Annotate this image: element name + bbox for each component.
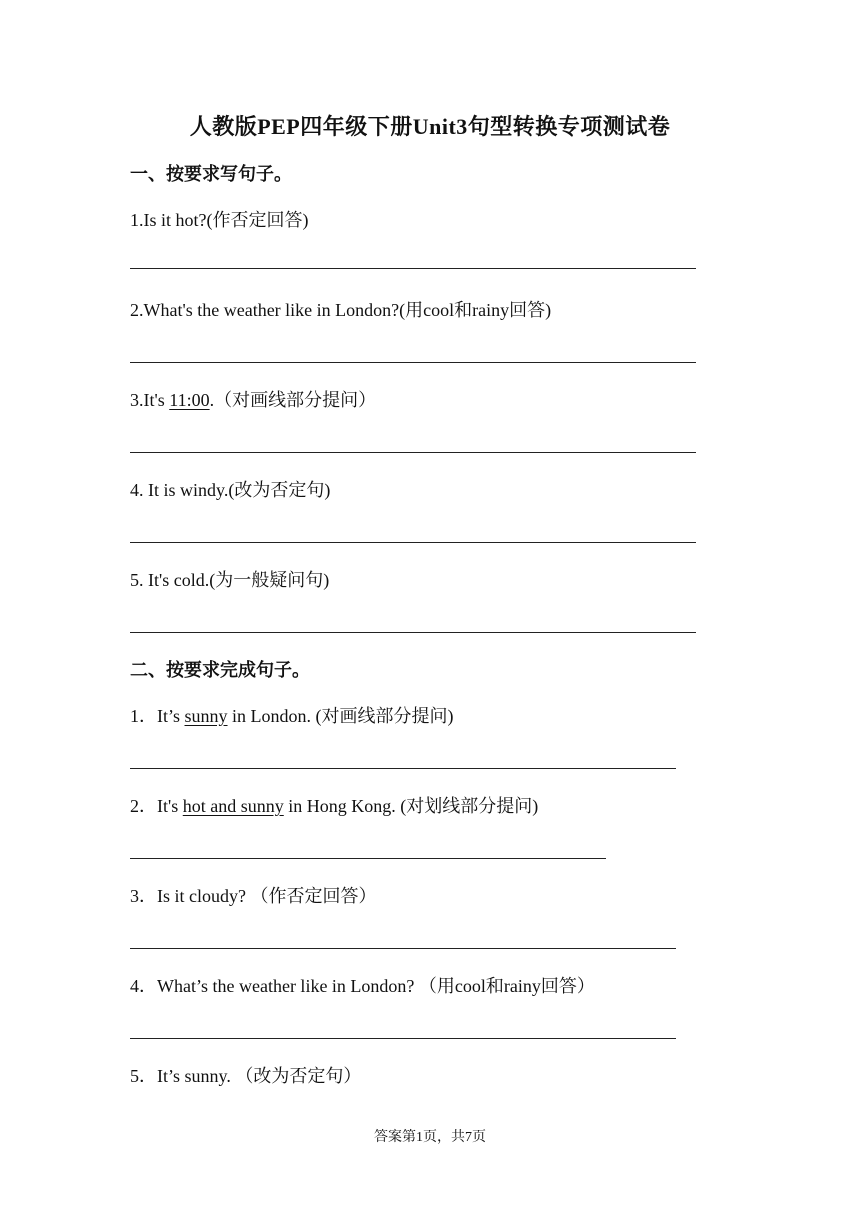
answer-line-1-3[interactable] (130, 452, 696, 453)
answer-line-2-2[interactable] (130, 858, 606, 859)
question-2-3: 3．Is it cloudy? （作否定回答） (130, 886, 377, 906)
question-1-4: 4. It is windy.(改为否定句) (130, 480, 331, 500)
answer-line-2-1[interactable] (130, 768, 676, 769)
question-2-1: 1．It’s sunny in London. (对画线部分提问) (130, 706, 454, 726)
answer-line-2-4[interactable] (130, 1038, 676, 1039)
question-1-2: 2.What's the weather like in London?(用cool和rainy回答) (130, 300, 552, 320)
page-footer: 答案第1页，共7页 (374, 1130, 486, 1145)
question-2-5: 5．It’s sunny. （改为否定句） (130, 1066, 362, 1086)
answer-line-1-2[interactable] (130, 362, 696, 363)
answer-line-2-3[interactable] (130, 948, 676, 949)
question-1-5: 5. It's cold.(为一般疑问句) (130, 570, 330, 590)
answer-line-1-1[interactable] (130, 268, 696, 269)
answer-line-1-5[interactable] (130, 632, 696, 633)
section-heading-2: 二、按要求完成句子。 (130, 660, 310, 680)
underlined-phrase: hot and sunny (182, 796, 284, 816)
underlined-time: 11:00 (169, 390, 210, 410)
answer-line-1-4[interactable] (130, 542, 696, 543)
question-2-4: 4．What’s the weather like in London? （用cool和rainy回答） (130, 976, 595, 996)
question-1-1: 1.Is it hot?(作否定回答) (130, 210, 309, 230)
section-heading-1: 一、按要求写句子。 (130, 164, 292, 184)
question-2-2: 2．It's hot and sunny in Hong Kong. (对划线部分提问) (130, 796, 539, 816)
page-title: 人教版PEP四年级下册Unit3句型转换专项测试卷 (189, 114, 671, 139)
question-1-3: 3.It's 11:00.（对画线部分提问） (130, 390, 377, 410)
underlined-word: sunny (184, 706, 228, 726)
